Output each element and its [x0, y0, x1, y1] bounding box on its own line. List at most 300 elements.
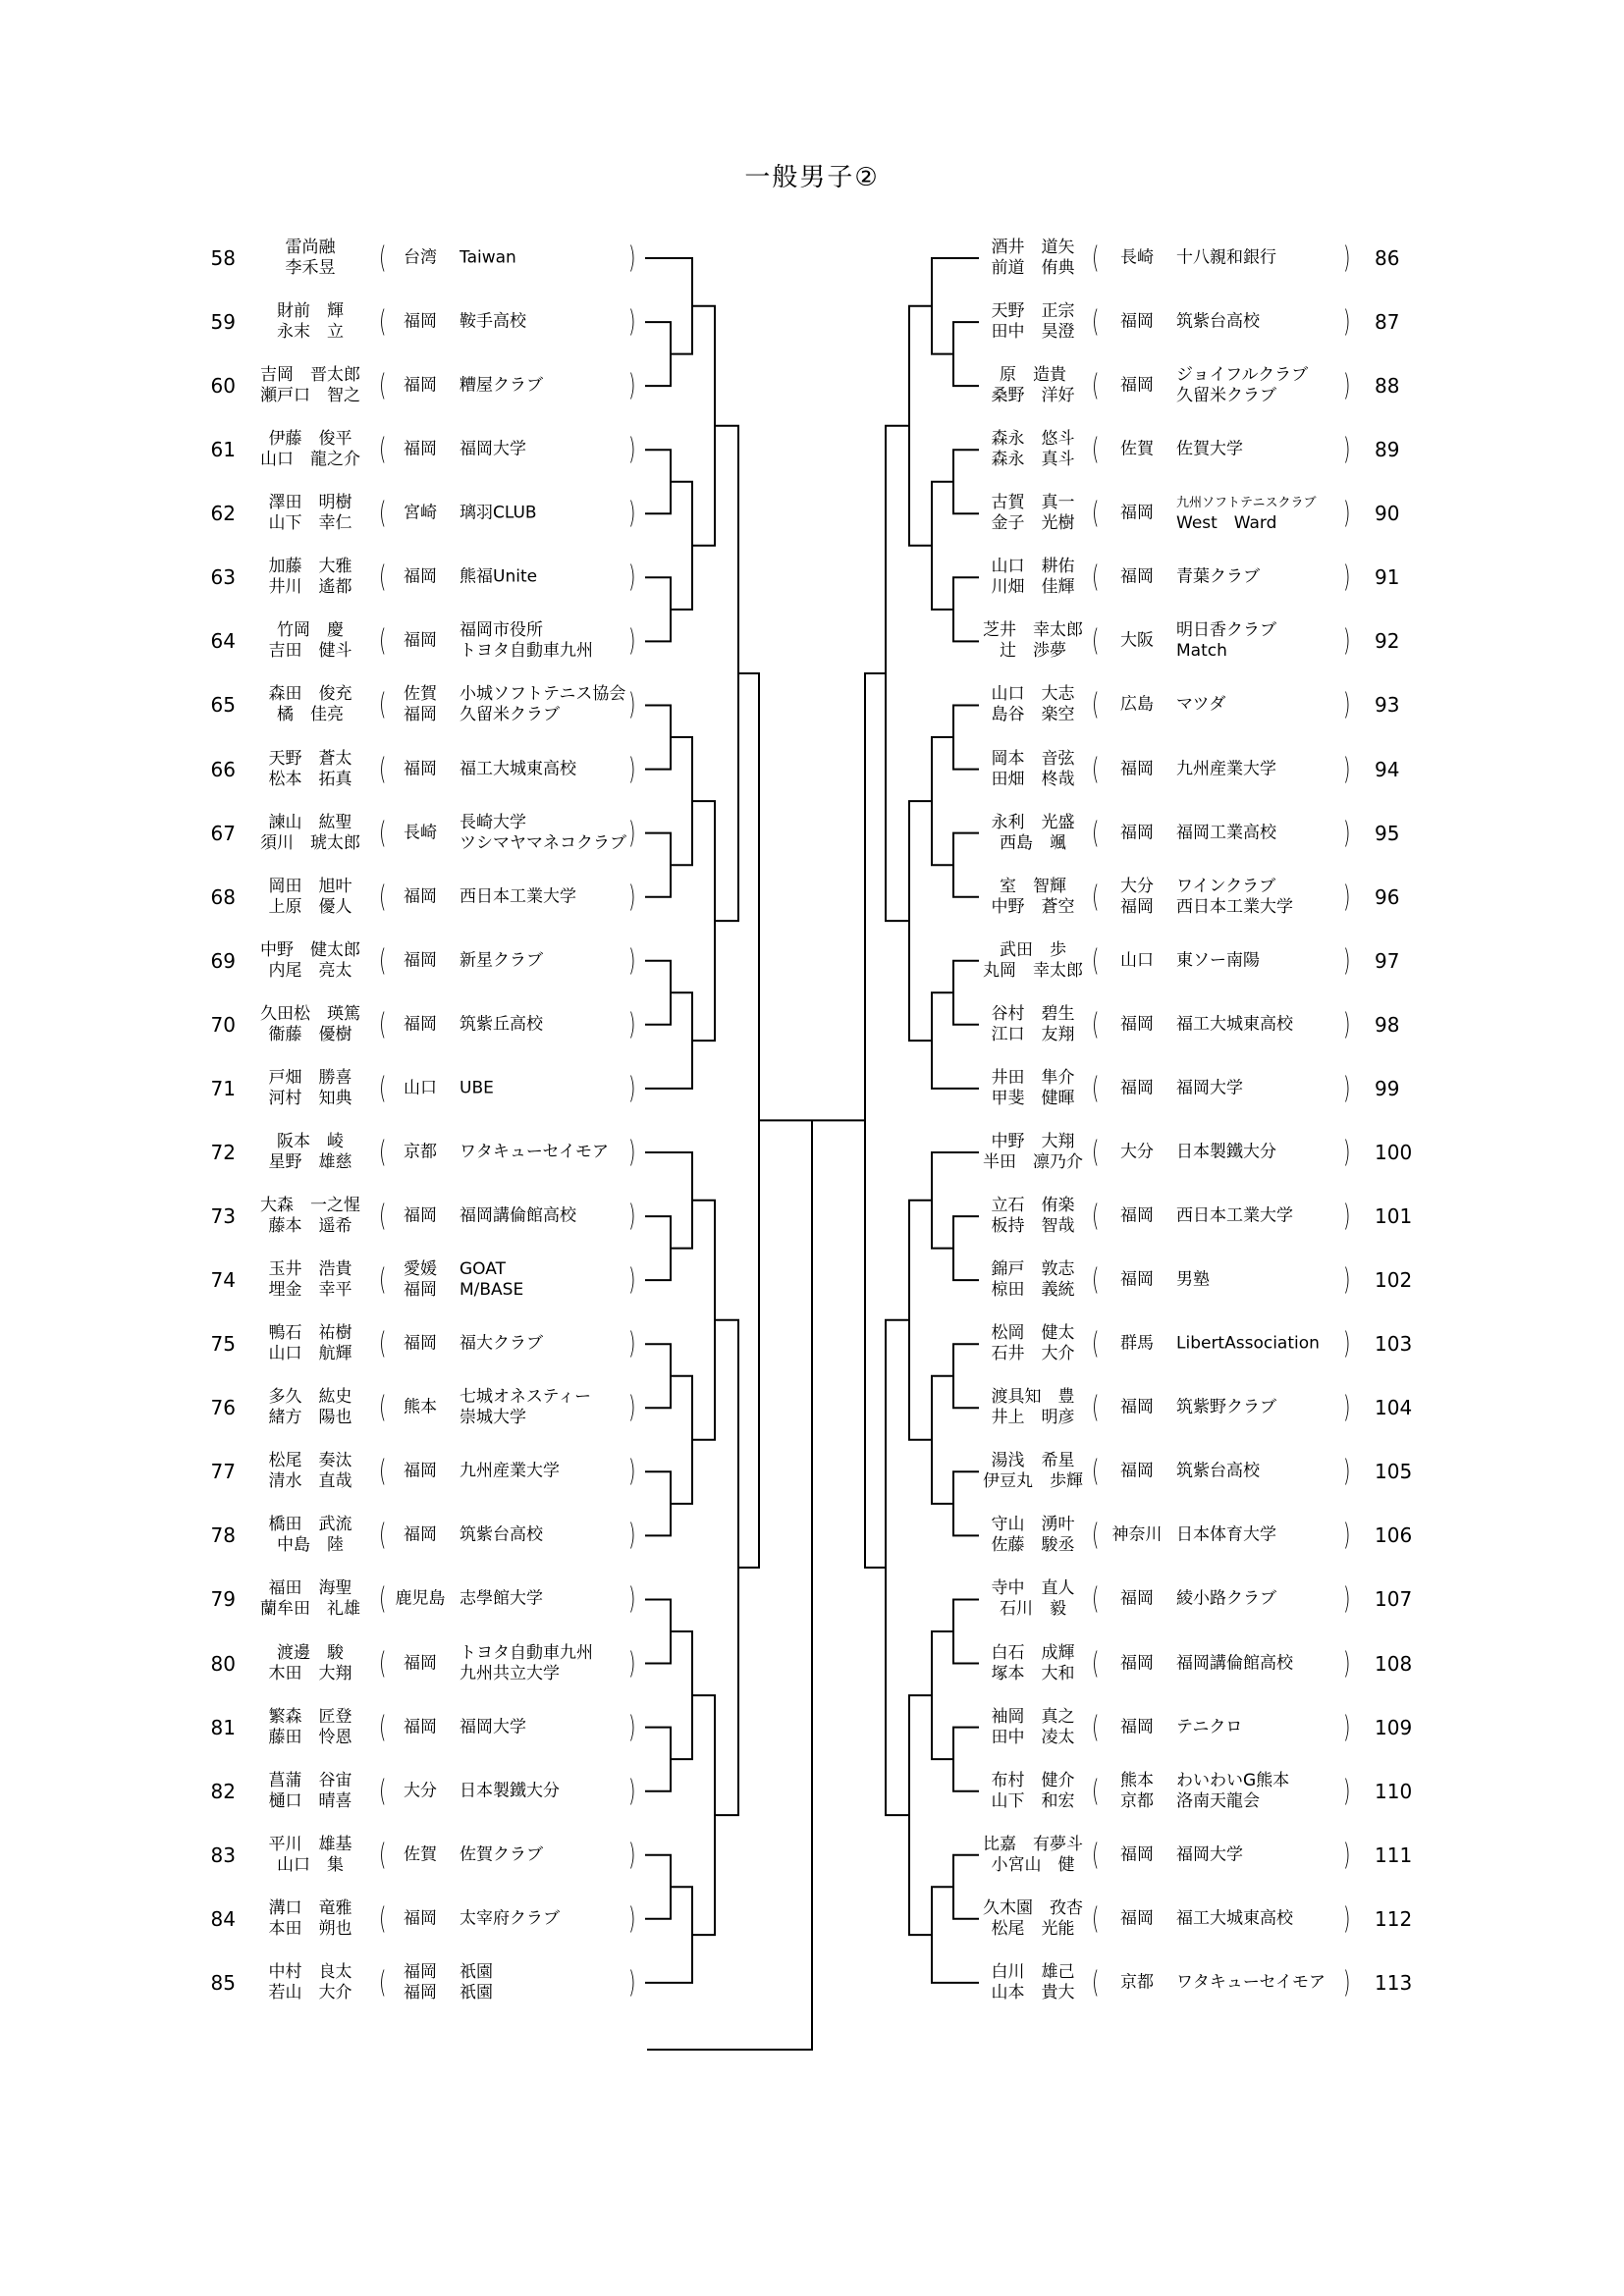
player-name: [970, 493, 1096, 534]
prefecture-line: 福岡: [404, 1653, 437, 1674]
player-name-line: 塚本 大和: [991, 1663, 1075, 1683]
player-name-line: 前道 侑典: [991, 258, 1075, 278]
player-name-line: 袖岡 真之: [991, 1706, 1075, 1727]
entry: [0, 1760, 1624, 1823]
entry: [0, 227, 1624, 290]
close-paren: ): [628, 1965, 636, 2001]
player-name: [970, 1196, 1096, 1237]
entry-number: 103: [1375, 1332, 1413, 1357]
player-name-line: 蘭牟田 礼雄: [260, 1599, 360, 1620]
player-name-line: 橘 佳亮: [277, 705, 344, 725]
close-paren: ): [628, 816, 636, 851]
prefecture: [1102, 631, 1172, 652]
entry-number: 113: [1375, 1970, 1413, 1995]
open-paren: (: [379, 1454, 387, 1489]
close-paren: ): [1343, 560, 1351, 595]
close-paren: ): [628, 560, 636, 595]
club-name-line: わいわいG熊本: [1176, 1770, 1290, 1790]
player-name-line: 樋口 晴喜: [268, 1790, 352, 1811]
player-name-line: 本田 朔也: [268, 1918, 352, 1939]
club-name: [1176, 1972, 1345, 1993]
club-name-line: Match: [1176, 641, 1227, 662]
prefecture-line: 福岡: [404, 1961, 437, 1982]
player-name-line: 石川 毅: [1000, 1599, 1066, 1620]
club-name-line: 西日本工業大学: [460, 886, 576, 907]
club-name-line: West Ward: [1176, 513, 1277, 534]
prefecture-line: 佐賀: [1120, 439, 1154, 459]
club-name-line: 福工大城東高校: [1176, 1908, 1293, 1929]
club-name-line: 綾小路クラブ: [1176, 1588, 1276, 1609]
open-paren: (: [1092, 1199, 1100, 1234]
open-paren: (: [379, 304, 387, 340]
club-name-line: 筑紫野クラブ: [1176, 1397, 1276, 1417]
player-name-line: 石井 大介: [991, 1344, 1075, 1364]
open-paren: (: [379, 368, 387, 403]
close-paren: ): [628, 1774, 636, 1809]
player-name-line: 金子 光樹: [991, 513, 1075, 534]
close-paren: ): [628, 880, 636, 915]
club-name-line: 璃羽CLUB: [460, 503, 537, 523]
open-paren: (: [1092, 304, 1100, 340]
player-name-line: 寺中 直人: [991, 1578, 1075, 1599]
close-paren: ): [1343, 496, 1351, 531]
player-name-line: 吉田 健斗: [268, 641, 352, 662]
prefecture-line: 鹿児島: [395, 1588, 446, 1609]
close-paren: ): [628, 1901, 636, 1937]
player-name-line: 繁森 匠登: [268, 1706, 352, 1727]
club-name-line: ツシマヤマネコクラブ: [460, 832, 626, 853]
club-name-line: 長崎大学: [460, 812, 526, 832]
open-paren: (: [1092, 496, 1100, 531]
entry-number: 75: [210, 1332, 236, 1357]
player-name-line: 大森 一之惺: [260, 1196, 360, 1216]
prefecture-line: 神奈川: [1111, 1524, 1163, 1545]
open-paren: (: [1092, 1901, 1100, 1937]
entry: [0, 354, 1624, 417]
player-name: [970, 429, 1096, 470]
player-name: [970, 620, 1096, 662]
prefecture-line: 福岡: [404, 886, 437, 907]
player-name-line: 山口 航輝: [268, 1344, 352, 1364]
club-name-line: 小城ソフトテニス協会: [460, 684, 626, 705]
entry-number: 93: [1375, 693, 1400, 718]
close-paren: ): [1343, 1007, 1351, 1042]
entry-number: 84: [210, 1906, 236, 1931]
club-name: [1176, 312, 1345, 333]
close-paren: ): [1343, 816, 1351, 851]
prefecture: [1102, 1142, 1172, 1162]
prefecture-line: 福岡: [1120, 759, 1154, 779]
player-name-line: 若山 大介: [268, 1982, 352, 2002]
close-paren: ): [628, 1645, 636, 1682]
entry-number: 65: [210, 693, 236, 718]
prefecture-line: 山口: [1120, 950, 1154, 971]
prefecture-line: 福岡: [1120, 1717, 1154, 1737]
player-name-line: 佐藤 駿丞: [991, 1535, 1075, 1556]
player-name-line: 山本 貴大: [991, 1982, 1075, 2002]
player-name-line: 須川 琥太郎: [260, 832, 360, 853]
player-name-line: 山口 龍之介: [260, 450, 360, 470]
entry: [0, 1696, 1624, 1759]
player-name-line: 木田 大翔: [268, 1663, 352, 1683]
player-name-line: 岡本 音弦: [991, 748, 1075, 769]
prefecture-line: 福岡: [404, 566, 437, 587]
entry-number: 91: [1375, 565, 1400, 590]
player-name-line: 中島 陸: [277, 1535, 344, 1556]
player-name: [970, 1387, 1096, 1428]
player-name-line: 戸畑 勝喜: [268, 1067, 352, 1088]
club-name-line: 明日香クラブ: [1176, 620, 1276, 641]
prefecture-line: 福岡: [404, 1280, 437, 1301]
close-paren: ): [1343, 1965, 1351, 2001]
open-paren: (: [379, 751, 387, 787]
open-paren: (: [1092, 751, 1100, 787]
player-name-line: 溝口 竜雅: [268, 1897, 352, 1918]
entry-number: 99: [1375, 1076, 1400, 1100]
close-paren: ): [1343, 432, 1351, 467]
entry: [0, 546, 1624, 609]
player-name-line: 比嘉 有夢斗: [983, 1834, 1083, 1854]
prefecture-line: 福岡: [404, 1461, 437, 1481]
prefecture-line: 佐賀: [404, 1844, 437, 1865]
open-paren: (: [379, 1326, 387, 1362]
player-name: [970, 1643, 1096, 1684]
club-name: [1176, 1525, 1345, 1546]
entry-number: 71: [210, 1076, 236, 1100]
club-name-line: 福岡市役所: [460, 620, 543, 641]
open-paren: (: [1092, 560, 1100, 595]
entry-number: 94: [1375, 757, 1400, 781]
entry-number: 72: [210, 1140, 236, 1164]
entry: [0, 1440, 1624, 1503]
prefecture-line: 福岡: [1120, 1078, 1154, 1098]
prefecture-line: 大分: [404, 1781, 437, 1801]
entry: [0, 1057, 1624, 1120]
prefecture-line: 福岡: [1120, 1205, 1154, 1226]
player-name-line: 瀬戸口 智之: [260, 386, 360, 406]
entry-number: 61: [210, 438, 236, 462]
open-paren: (: [1092, 1774, 1100, 1809]
club-name-line: 九州共立大学: [460, 1663, 560, 1683]
prefecture-line: 福岡: [1120, 1397, 1154, 1417]
club-name-line: 日本製鐵大分: [460, 1781, 560, 1801]
player-name-line: 清水 直哉: [268, 1471, 352, 1492]
close-paren: ): [628, 496, 636, 531]
prefecture-line: 佐賀: [404, 684, 437, 705]
entry-number: 58: [210, 246, 236, 270]
player-name-line: 井上 明彦: [991, 1408, 1075, 1428]
open-paren: (: [1092, 1071, 1100, 1106]
player-name: [970, 1259, 1096, 1301]
open-paren: (: [1092, 1645, 1100, 1682]
open-paren: (: [1092, 1581, 1100, 1618]
prefecture: [1102, 1206, 1172, 1227]
club-name-line: 熊福Unite: [460, 566, 538, 587]
open-paren: (: [379, 1135, 387, 1170]
club-name-line: 十八親和銀行: [1176, 247, 1276, 268]
player-name-line: 山下 幸仁: [268, 513, 352, 534]
player-name: [970, 877, 1096, 918]
close-paren: ): [628, 687, 636, 723]
prefecture-line: 大分: [1120, 1142, 1154, 1162]
close-paren: ): [628, 943, 636, 979]
entry: [0, 738, 1624, 801]
club-name: [1176, 1653, 1345, 1674]
close-paren: ): [628, 1390, 636, 1425]
player-name-line: 加藤 大雅: [268, 557, 352, 577]
entry: [0, 1249, 1624, 1311]
club-name-line: M/BASE: [460, 1280, 524, 1301]
club-name: [1176, 1270, 1345, 1291]
open-paren: (: [1092, 1518, 1100, 1553]
open-paren: (: [1092, 943, 1100, 979]
entry-number: 92: [1375, 629, 1400, 654]
entry-number: 76: [210, 1396, 236, 1420]
club-name-line: 西日本工業大学: [1176, 1205, 1293, 1226]
close-paren: ): [1343, 1199, 1351, 1234]
open-paren: (: [1092, 687, 1100, 723]
close-paren: ): [628, 1581, 636, 1618]
player-name-line: 白石 成輝: [991, 1642, 1075, 1663]
entry-number: 108: [1375, 1651, 1413, 1676]
entry-number: 74: [210, 1268, 236, 1293]
close-paren: ): [1343, 1326, 1351, 1362]
player-name-line: 井川 遙都: [268, 577, 352, 598]
player-name-line: 原 造貴: [1000, 365, 1066, 386]
prefecture: [1102, 376, 1172, 397]
club-name-line: ジョイフルクラブ: [1176, 365, 1309, 386]
player-name: [970, 1132, 1096, 1173]
player-name: [970, 1707, 1096, 1748]
club-name-line: 福工大城東高校: [460, 759, 576, 779]
open-paren: (: [1092, 1007, 1100, 1042]
open-paren: (: [379, 1838, 387, 1873]
player-name-line: 埋金 幸平: [268, 1280, 352, 1301]
prefecture-line: 福岡: [1120, 1844, 1154, 1865]
player-name: [970, 1898, 1096, 1940]
club-name-line: 新星クラブ: [460, 950, 543, 971]
entry-number: 104: [1375, 1396, 1413, 1420]
close-paren: ): [628, 1838, 636, 1873]
entry-number: 66: [210, 757, 236, 781]
prefecture-line: 京都: [1120, 1790, 1154, 1811]
close-paren: ): [628, 751, 636, 787]
player-name-line: 守山 湧叶: [991, 1515, 1075, 1535]
club-name-line: 祇園: [460, 1982, 493, 2002]
player-name-line: 布村 健介: [991, 1770, 1075, 1790]
prefecture-line: 福岡: [404, 311, 437, 332]
club-name-line: LibertAssociation: [1176, 1333, 1320, 1354]
close-paren: ): [628, 240, 636, 276]
prefecture-line: 福岡: [404, 1524, 437, 1545]
entry-number: 67: [210, 821, 236, 845]
open-paren: (: [1092, 623, 1100, 660]
open-paren: (: [379, 1901, 387, 1937]
open-paren: (: [379, 432, 387, 467]
close-paren: ): [1343, 1071, 1351, 1106]
close-paren: ): [1343, 880, 1351, 915]
close-paren: ): [628, 1262, 636, 1298]
player-name-line: 半田 凛乃介: [983, 1151, 1083, 1172]
close-paren: ): [1343, 687, 1351, 723]
player-name-line: 田中 凌太: [991, 1727, 1075, 1747]
club-name: [1176, 1334, 1345, 1355]
player-name-line: 松岡 健太: [991, 1323, 1075, 1344]
club-name-line: 久留米クラブ: [1176, 386, 1276, 406]
club-name: [1176, 1206, 1345, 1227]
open-paren: (: [1092, 432, 1100, 467]
player-name-line: 久木園 孜杏: [983, 1897, 1083, 1918]
club-name: [1176, 1014, 1345, 1035]
entry-number: 86: [1375, 246, 1400, 270]
club-name: [1176, 695, 1345, 716]
player-name-line: 古賀 真一: [991, 493, 1075, 513]
entry: [0, 1888, 1624, 1950]
entry: [0, 1312, 1624, 1375]
prefecture: [1102, 248, 1172, 269]
club-name-line: 筑紫丘高校: [460, 1014, 543, 1035]
club-name: [1176, 1771, 1345, 1812]
player-name-line: 竹岡 慶: [277, 620, 344, 641]
player-name-line: 錦戸 敦志: [991, 1259, 1075, 1280]
close-paren: ): [628, 368, 636, 403]
player-name-line: 田畑 柊哉: [991, 769, 1075, 789]
open-paren: (: [379, 1262, 387, 1298]
club-name-line: 筑紫台高校: [460, 1524, 543, 1545]
player-name-line: 澤田 明樹: [268, 493, 352, 513]
player-name-line: 川畑 佳輝: [991, 577, 1075, 598]
club-name-line: マツダ: [1176, 694, 1226, 715]
player-name: [970, 1068, 1096, 1109]
close-paren: ): [628, 1071, 636, 1106]
prefecture: [1102, 567, 1172, 588]
club-name: [1176, 365, 1345, 406]
prefecture-line: 大阪: [1120, 630, 1154, 651]
open-paren: (: [1092, 1965, 1100, 2001]
club-name-line: 糟屋クラブ: [460, 375, 543, 396]
player-name-line: 酒井 道矢: [991, 238, 1075, 257]
entry-number: 89: [1375, 438, 1400, 462]
page-title: 一般男子②: [744, 163, 880, 192]
club-name-line: 鞍手高校: [460, 311, 526, 332]
entry-number: 98: [1375, 1012, 1400, 1037]
close-paren: ): [1343, 1774, 1351, 1809]
entry-number: 87: [1375, 310, 1400, 335]
open-paren: (: [379, 816, 387, 851]
player-name-line: 永利 光盛: [991, 812, 1075, 832]
prefecture-line: 愛媛: [404, 1259, 437, 1280]
open-paren: (: [1092, 816, 1100, 851]
player-name-line: 福田 海聖: [268, 1578, 352, 1599]
player-name-line: 辻 渉夢: [1000, 641, 1066, 662]
entry-number: 64: [210, 629, 236, 654]
entry-number: 62: [210, 502, 236, 526]
player-name-line: 森田 俊充: [268, 684, 352, 705]
club-name: [1176, 759, 1345, 779]
entry-number: 101: [1375, 1204, 1413, 1229]
player-name-line: 谷村 碧生: [991, 1003, 1075, 1024]
entry-number: 88: [1375, 374, 1400, 399]
prefecture: [1102, 504, 1172, 524]
prefecture-line: 福岡: [404, 759, 437, 779]
player-name: [970, 813, 1096, 854]
club-name-line: 日本製鐵大分: [1176, 1142, 1276, 1162]
club-name-line: 福岡大学: [460, 439, 526, 459]
club-name-line: 福岡工業高校: [1176, 823, 1276, 843]
club-name: [1176, 1844, 1345, 1865]
prefecture-line: 長崎: [1120, 247, 1154, 268]
close-paren: ): [1343, 1710, 1351, 1745]
player-name-line: 上原 優人: [268, 896, 352, 917]
entry-number: 100: [1375, 1140, 1413, 1164]
player-name: [970, 749, 1096, 790]
open-paren: (: [1092, 1135, 1100, 1170]
player-name: [970, 1578, 1096, 1620]
player-name-line: 井田 隼介: [991, 1067, 1075, 1088]
club-name-line: 佐賀大学: [1176, 439, 1243, 459]
close-paren: ): [1343, 1581, 1351, 1618]
open-paren: (: [379, 240, 387, 276]
entry-number: 105: [1375, 1460, 1413, 1484]
entry-number: 90: [1375, 502, 1400, 526]
player-name-line: 山口 耕佑: [991, 557, 1075, 577]
entry-number: 110: [1375, 1779, 1413, 1803]
open-paren: (: [379, 1071, 387, 1106]
club-name: [1176, 493, 1345, 534]
close-paren: ): [628, 1007, 636, 1042]
entry-number: 73: [210, 1204, 236, 1229]
close-paren: ): [1343, 304, 1351, 340]
prefecture-line: 福岡: [404, 1717, 437, 1737]
player-name-line: 伊藤 俊平: [268, 429, 352, 450]
entry-number: 96: [1375, 884, 1400, 909]
close-paren: ): [628, 623, 636, 660]
club-name-line: 福岡講倫館高校: [460, 1205, 576, 1226]
prefecture: [1102, 823, 1172, 843]
club-name-line: 福岡講倫館高校: [1176, 1653, 1293, 1674]
prefecture-line: 福岡: [404, 950, 437, 971]
player-name-line: 椋田 義統: [991, 1280, 1075, 1301]
prefecture: [1102, 950, 1172, 971]
player-name: [970, 1962, 1096, 2003]
close-paren: ): [1343, 1901, 1351, 1937]
entry: [0, 1824, 1624, 1887]
prefecture: [1102, 1908, 1172, 1929]
club-name-line: 佐賀クラブ: [460, 1844, 543, 1865]
player-name-line: 衞藤 優樹: [268, 1024, 352, 1044]
prefecture-line: 福岡: [1120, 566, 1154, 587]
player-name-line: 玉井 浩貴: [268, 1259, 352, 1280]
club-name-line: ワタキューセイモア: [1176, 1972, 1326, 1993]
prefecture-line: 群馬: [1120, 1333, 1154, 1354]
entry-number: 85: [210, 1970, 236, 1995]
open-paren: (: [1092, 1326, 1100, 1362]
entry: [0, 1632, 1624, 1695]
entry: [0, 1951, 1624, 2014]
prefecture-line: 山口: [404, 1078, 437, 1098]
player-name: [970, 1451, 1096, 1492]
player-name-line: 平川 雄基: [268, 1834, 352, 1854]
prefecture-line: 福岡: [404, 1333, 437, 1354]
player-name: [970, 1515, 1096, 1556]
player-name-line: 板持 智哉: [991, 1216, 1075, 1237]
player-name-line: 中野 大翔: [991, 1131, 1075, 1151]
entry-number: 112: [1375, 1906, 1413, 1931]
player-name-line: 岡田 旭叶: [268, 876, 352, 896]
close-paren: ): [1343, 1262, 1351, 1298]
club-name-line: 太宰府クラブ: [460, 1908, 560, 1929]
prefecture-line: 京都: [404, 1142, 437, 1162]
